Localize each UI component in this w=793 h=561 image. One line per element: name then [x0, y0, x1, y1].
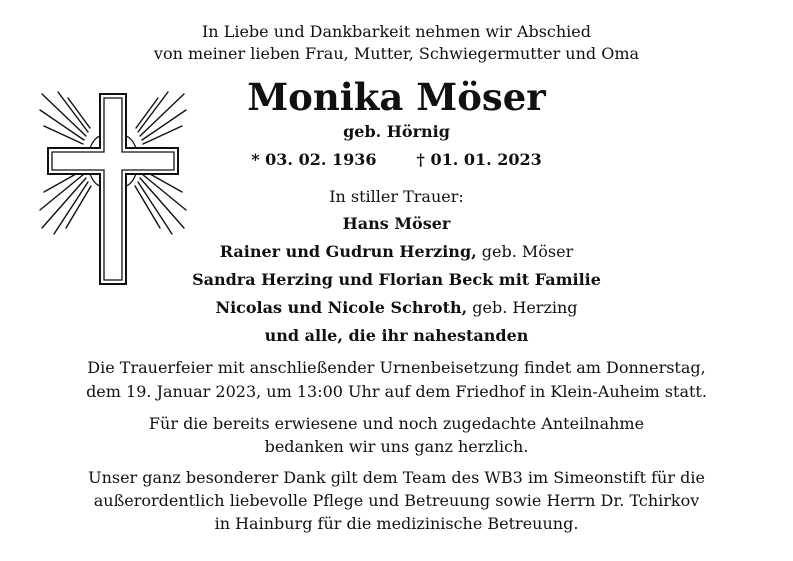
- special-thanks-line-3: in Hainburg für die medizinische Betreuung.: [214, 514, 579, 533]
- mourner-name: Hans Möser: [342, 214, 451, 233]
- mourner-line: [150, 241, 643, 263]
- mourner-line: [0, 297, 793, 319]
- mourner-name: und alle, die ihr nahestanden: [264, 326, 529, 345]
- life-dates: [150, 149, 643, 171]
- mourner-name: Sandra Herzing und Florian Beck mit Familie: [192, 270, 601, 289]
- deceased-name: Monika Möser: [247, 75, 546, 119]
- mourner-line: [0, 325, 793, 347]
- intro-line-2: von meiner lieben Frau, Mutter, Schwiegermutter und Oma: [153, 44, 640, 63]
- death-date: † 01. 01. 2023: [416, 150, 542, 169]
- ceremony-line-2: dem 19. Januar 2023, um 13:00 Uhr auf dem Friedhof in Klein-Auheim statt.: [86, 382, 707, 401]
- maiden-name: geb. Hörnig: [343, 122, 450, 141]
- mourning-title: In stiller Trauer:: [329, 187, 464, 206]
- mourner-note: geb. Möser: [476, 242, 574, 261]
- mourner-name: Nicolas und Nicole Schroth,: [215, 298, 468, 317]
- birth-date: * 03. 02. 1936: [251, 150, 377, 169]
- special-thanks-line-2: außerordentlich liebevolle Pflege und Betreuung sowie Herrn Dr. Tchirkov: [93, 491, 700, 510]
- intro-line-1: In Liebe und Dankbarkeit nehmen wir Abschied: [201, 22, 591, 41]
- ceremony-line-1: Die Trauerfeier mit anschließender Urnenbeisetzung findet am Donnerstag,: [87, 358, 706, 377]
- mourner-line: [0, 269, 793, 291]
- thanks-line-2: bedanken wir uns ganz herzlich.: [264, 437, 529, 456]
- mourner-name: Rainer und Gudrun Herzing,: [219, 242, 477, 261]
- mourner-line: [150, 213, 643, 235]
- mourner-note: geb. Herzing: [467, 298, 578, 317]
- special-thanks-line-1: Unser ganz besonderer Dank gilt dem Team des WB3 im Simeonstift für die: [88, 468, 705, 487]
- thanks-line-1: Für die bereits erwiesene und noch zugedachte Anteilnahme: [148, 414, 645, 433]
